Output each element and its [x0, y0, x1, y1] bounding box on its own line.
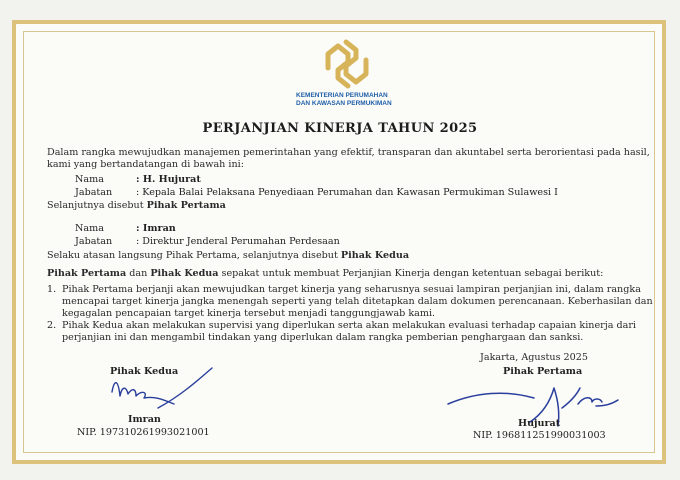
item-2-number: 2.: [47, 320, 57, 331]
left-signer-name: Imran: [128, 414, 161, 425]
party2-name-label: Nama: [75, 223, 104, 234]
item-2-line-2: perjanjian ini dan mengambil tindakan yang diperlukan dalam rangka pemberian penghargaan dan sanksi.: [62, 332, 584, 343]
item-1-number: 1.: [47, 284, 57, 295]
item-1-line-1: Pihak Pertama berjanji akan mewujudkan target kinerja yang seharusnya sesuai lampiran perjanjian ini, dalam rangka: [62, 284, 641, 295]
item-2-line-1: Pihak Kedua akan melakukan supervisi yang diperlukan serta akan melakukan evaluasi terhadap capaian kinerja dari: [62, 320, 636, 331]
left-signer-nip: NIP. 197310261993021001: [77, 427, 210, 438]
party1-designation: [47, 200, 226, 213]
ministry-line-2: DAN KAWASAN PERMUKIMAN: [296, 100, 392, 107]
left-signer-role: Pihak Kedua: [110, 366, 179, 377]
party2-designation: [47, 250, 409, 263]
agreement-conjunction: dan: [126, 268, 151, 279]
party1-name-value: : H. Hujurat: [136, 174, 201, 185]
right-signer-role: Pihak Pertama: [503, 366, 583, 377]
party2-position-value: : Direktur Jenderal Perumahan Perdesaan: [136, 236, 340, 247]
party1-name-label: Nama: [75, 174, 104, 185]
item-1-line-3: kegagalan pencapaian target kinerja tersebut menjadi tanggungjawab kami.: [62, 308, 436, 319]
intro-line-2: kami yang bertandatangan di bawah ini:: [47, 159, 244, 170]
party2-designation-prefix: Selaku atasan langsung Pihak Pertama, selanjutnya disebut: [47, 250, 341, 261]
agreement-statement: [47, 268, 603, 281]
ministry-logo-icon: [322, 38, 372, 90]
agreement-party1: Pihak Pertama: [47, 268, 127, 279]
party1-designation-name: Pihak Pertama: [146, 200, 226, 211]
intro-line-1: Dalam rangka mewujudkan manajemen pemerintahan yang efektif, transparan dan akuntabel serta berorientasi pada hasil,: [47, 147, 650, 158]
party1-position-value: : Kepala Balai Pelaksana Penyediaan Perumahan dan Kawasan Permukiman Sulawesi I: [136, 187, 558, 198]
item-1-line-2: mencapai target kinerja jangka menengah seperti yang telah ditetapkan dalam dokumen perencanaan. Keberhasilan dan: [62, 296, 653, 307]
right-signer-name: Hujurat: [518, 418, 561, 429]
party2-name-value: : Imran: [136, 223, 176, 234]
party1-position-label: Jabatan: [75, 187, 113, 198]
document-title: PERJANJIAN KINERJA TAHUN 2025: [202, 121, 478, 136]
left-handwritten-signature: [100, 366, 220, 416]
right-signer-nip: NIP. 196811251990031003: [473, 430, 606, 441]
place-date: Jakarta, Agustus 2025: [480, 352, 588, 363]
ministry-line-1: KEMENTERIAN PERUMAHAN: [296, 92, 388, 99]
party1-designation-prefix: Selanjutnya disebut: [47, 200, 147, 211]
agreement-rest: sepakat untuk membuat Perjanjian Kinerja dengan ketentuan sebagai berikut:: [218, 268, 604, 279]
party2-position-label: Jabatan: [75, 236, 113, 247]
agreement-party2: Pihak Kedua: [150, 268, 219, 279]
party2-designation-name: Pihak Kedua: [340, 250, 410, 261]
ministry-name: [296, 92, 392, 108]
